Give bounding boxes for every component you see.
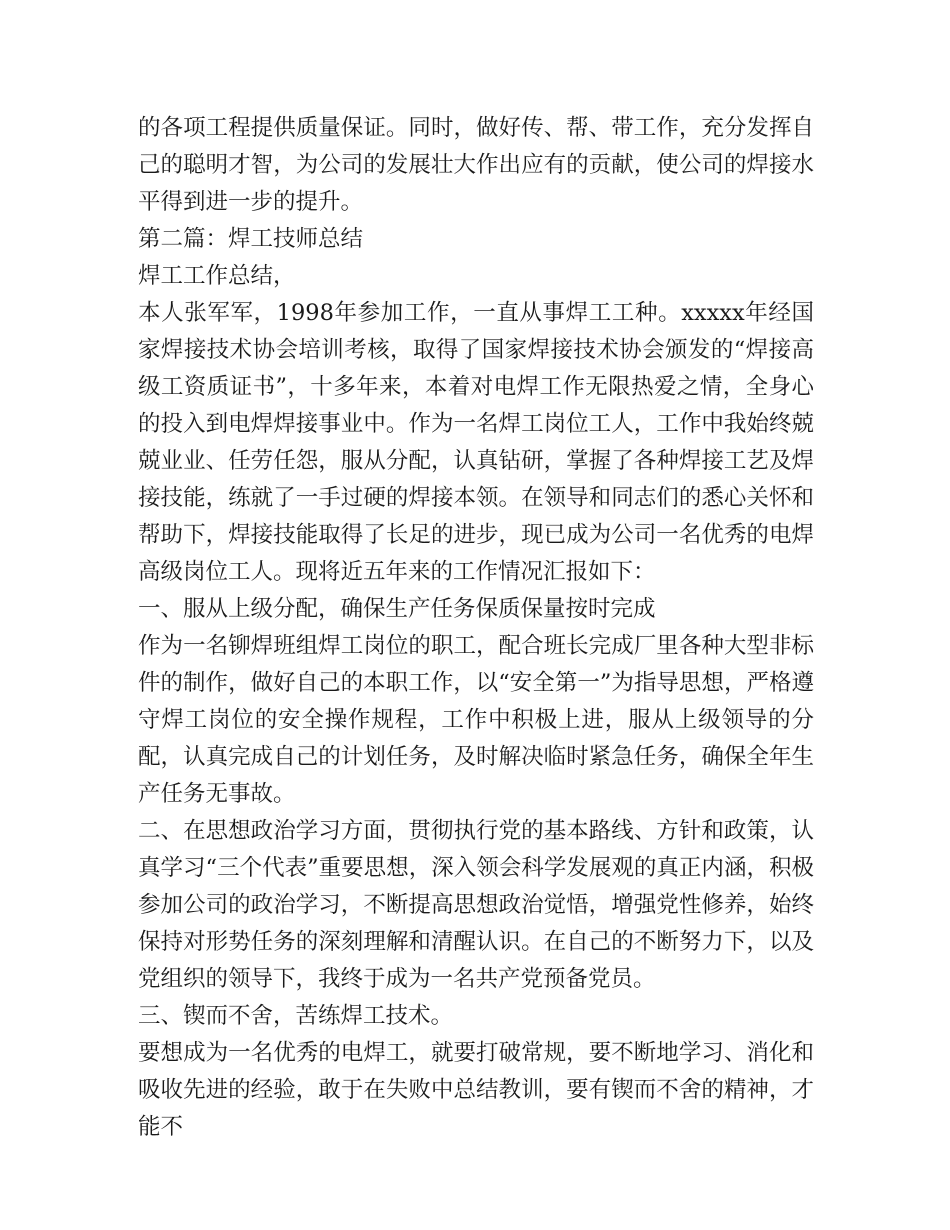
paragraph-2: 二、在思想政治学习方面，贯彻执行党的基本路线、方针和政策，认真学习“三个代表”重要思想，深入领会科学发展观的真正内涵，积极参加公司的政治学习，不断提高思想政治觉悟，增强党性修养，始终保持对形势任务的深刻理解和清醒认识。在自己的不断努力下，以及党组织的领导下，我终于成为一名共产党预备党员。 <box>138 818 814 992</box>
paragraph-3: 要想成为一名优秀的电焊工，就要打破常规，要不断地学习、消化和吸收先进的经验，敢于在失败中总结教训，要有锲而不舍的精神，才能不 <box>138 1040 814 1140</box>
subheading-3: 三、锲而不舍，苦练焊工技术。 <box>138 1003 454 1029</box>
document-body <box>138 110 814 1146</box>
section-heading: 第二篇：焊工技师总结 <box>138 226 364 252</box>
paragraph-intro: 本人张军军，1998年参加工作，一直从事焊工工种。xxxxx年经国家焊接技术协会培训考核，取得了国家焊接技术协会颁发的“焊接高级工资质证书”，十多年来，本着对电焊工作无限热爱之情，全身心的投入到电焊焊接事业中。作为一名焊工岗位工人，工作中我始终兢兢业业、任劳任怨，服从分配，认真钻研，掌握了各种焊接工艺及焊接技能，练就了一手过硬的焊接本领。在领导和同志们的悉心关怀和帮助下，焊接技能取得了长足的进步，现已成为公司一名优秀的电焊高级岗位工人。现将近五年来的工作情况汇报如下： <box>138 300 814 585</box>
report-title: 焊工工作总结， <box>138 263 296 289</box>
paragraph-1: 作为一名铆焊班组焊工岗位的职工，配合班长完成厂里各种大型非标件的制作，做好自己的本职工作，以“安全第一”为指导思想，严格遵守焊工岗位的安全操作规程，工作中积极上进，服从上级领导的分配，认真完成自己的计划任务，及时解决临时紧急任务，确保全年生产任务无事故。 <box>138 633 814 807</box>
subheading-1: 一、服从上级分配，确保生产任务保质保量按时完成 <box>138 596 656 622</box>
paragraph-continuation: 的各项工程提供质量保证。同时，做好传、帮、带工作，充分发挥自己的聪明才智，为公司的发展壮大作出应有的贡献，使公司的焊接水平得到进一步的提升。 <box>138 115 814 215</box>
